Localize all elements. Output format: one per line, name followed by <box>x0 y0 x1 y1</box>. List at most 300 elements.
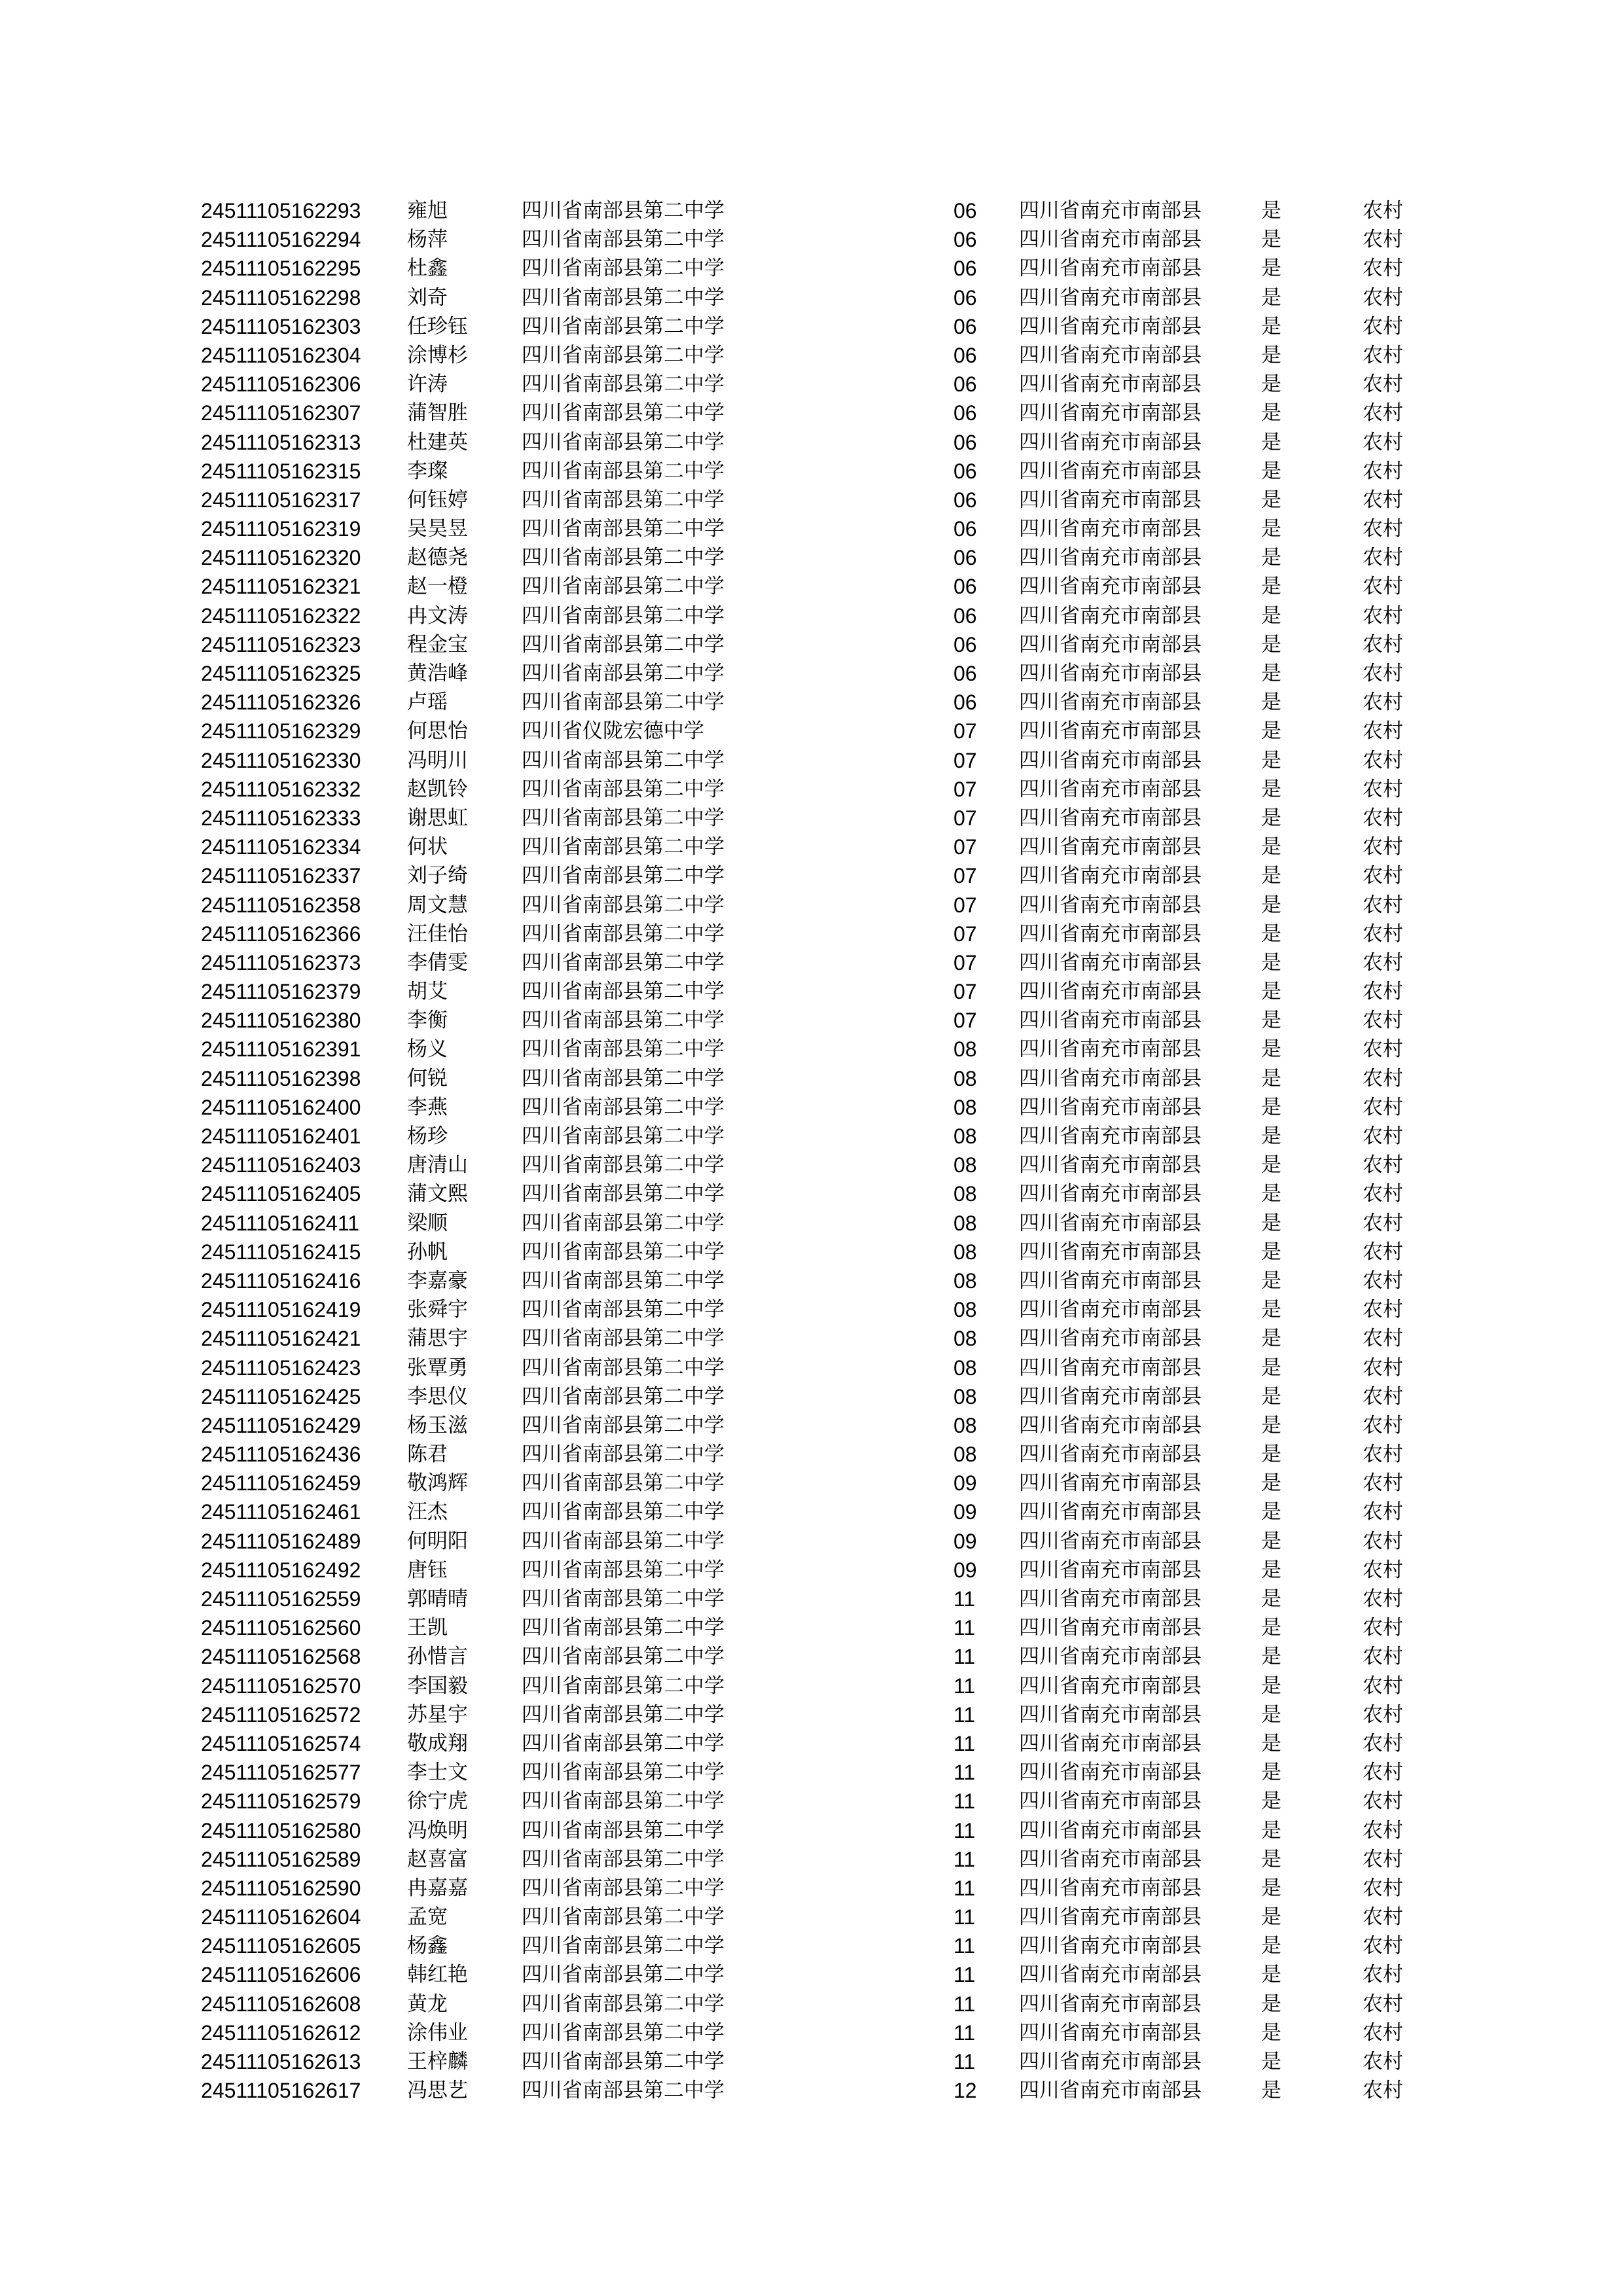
cell-school: 四川省南部县第二中学 <box>522 257 724 281</box>
cell-class: 09 <box>954 1529 977 1553</box>
cell-exam-number: 24511105162560 <box>201 1616 361 1640</box>
cell-school: 四川省南部县第二中学 <box>522 1905 724 1929</box>
cell-eligible: 是 <box>1261 603 1281 628</box>
cell-school: 四川省南部县第二中学 <box>522 575 724 599</box>
cell-class: 06 <box>954 430 977 454</box>
cell-class: 08 <box>954 1443 977 1467</box>
cell-school: 四川省南部县第二中学 <box>522 546 724 570</box>
cell-exam-number: 24511105162379 <box>201 980 361 1004</box>
cell-student-name: 李士文 <box>407 1761 468 1785</box>
cell-region: 四川省南充市南部县 <box>1019 430 1202 454</box>
cell-region: 四川省南充市南部县 <box>1019 922 1202 946</box>
cell-school: 四川省南部县第二中学 <box>522 1992 724 2016</box>
cell-eligible: 是 <box>1261 1153 1281 1177</box>
cell-student-name: 张舜宇 <box>407 1298 468 1322</box>
cell-class: 11 <box>954 1963 976 1987</box>
cell-student-name: 冯思艺 <box>407 2079 468 2103</box>
cell-student-name: 孙帆 <box>407 1240 448 1264</box>
cell-region: 四川省南充市南部县 <box>1019 257 1202 281</box>
cell-residence-type: 农村 <box>1363 1876 1403 1900</box>
cell-residence-type: 农村 <box>1363 748 1403 772</box>
cell-eligible: 是 <box>1261 1384 1281 1408</box>
cell-residence-type: 农村 <box>1363 1847 1403 1871</box>
table-row <box>201 1613 1431 1642</box>
cell-student-name: 汪杰 <box>407 1500 448 1524</box>
cell-eligible: 是 <box>1261 1037 1281 1062</box>
cell-class: 07 <box>954 1009 977 1033</box>
cell-exam-number: 24511105162358 <box>201 893 361 917</box>
table-row <box>201 1903 1431 1931</box>
cell-exam-number: 24511105162492 <box>201 1558 361 1582</box>
cell-school: 四川省南部县第二中学 <box>522 228 724 252</box>
cell-exam-number: 24511105162317 <box>201 488 361 512</box>
cell-school: 四川省南部县第二中学 <box>522 1384 724 1408</box>
cell-region: 四川省南充市南部县 <box>1019 1587 1202 1611</box>
cell-student-name: 汪佳怡 <box>407 922 468 946</box>
cell-region: 四川省南充市南部县 <box>1019 662 1202 685</box>
cell-region: 四川省南充市南部县 <box>1019 632 1202 656</box>
cell-student-name: 敬成翔 <box>407 1731 468 1755</box>
cell-class: 08 <box>954 1327 977 1351</box>
cell-exam-number: 24511105162330 <box>201 748 361 772</box>
table-row <box>201 1266 1431 1295</box>
cell-exam-number: 24511105162419 <box>201 1298 361 1322</box>
cell-region: 四川省南充市南部县 <box>1019 1934 1202 1958</box>
cell-region: 四川省南充市南部县 <box>1019 2079 1202 2103</box>
cell-exam-number: 24511105162325 <box>201 662 361 685</box>
cell-school: 四川省南部县第二中学 <box>522 2050 724 2073</box>
cell-class: 06 <box>954 228 977 252</box>
cell-exam-number: 24511105162373 <box>201 950 361 975</box>
cell-school: 四川省南部县第二中学 <box>522 1009 724 1033</box>
cell-residence-type: 农村 <box>1363 1789 1403 1814</box>
cell-class: 09 <box>954 1558 977 1582</box>
cell-exam-number: 24511105162429 <box>201 1413 361 1437</box>
cell-exam-number: 24511105162304 <box>201 343 361 367</box>
table-row <box>201 977 1431 1006</box>
cell-region: 四川省南充市南部县 <box>1019 1298 1202 1322</box>
cell-residence-type: 农村 <box>1363 1182 1403 1206</box>
cell-school: 四川省南部县第二中学 <box>522 1876 724 1900</box>
table-row <box>201 1179 1431 1208</box>
cell-student-name: 赵一橙 <box>407 575 468 599</box>
cell-region: 四川省南充市南部县 <box>1019 1413 1202 1437</box>
cell-residence-type: 农村 <box>1363 2050 1403 2073</box>
cell-region: 四川省南充市南部县 <box>1019 603 1202 628</box>
cell-residence-type: 农村 <box>1363 459 1403 483</box>
cell-eligible: 是 <box>1261 2079 1281 2103</box>
cell-school: 四川省南部县第二中学 <box>522 893 724 917</box>
cell-class: 09 <box>954 1471 977 1496</box>
cell-region: 四川省南充市南部县 <box>1019 748 1202 772</box>
cell-residence-type: 农村 <box>1363 1674 1403 1698</box>
cell-region: 四川省南充市南部县 <box>1019 1702 1202 1727</box>
cell-class: 09 <box>954 1500 977 1524</box>
cell-eligible: 是 <box>1261 1355 1281 1380</box>
cell-exam-number: 24511105162319 <box>201 517 361 541</box>
table-row <box>201 861 1431 890</box>
cell-school: 四川省南部县第二中学 <box>522 285 724 310</box>
cell-eligible: 是 <box>1261 691 1281 715</box>
cell-region: 四川省南充市南部县 <box>1019 199 1202 223</box>
cell-student-name: 蒲文熙 <box>407 1182 468 1206</box>
cell-class: 11 <box>954 1702 976 1727</box>
cell-exam-number: 24511105162411 <box>201 1211 360 1235</box>
cell-school: 四川省南部县第二中学 <box>522 1268 724 1293</box>
cell-school: 四川省南部县第二中学 <box>522 1731 724 1755</box>
cell-student-name: 陈君 <box>407 1443 448 1467</box>
cell-region: 四川省南充市南部县 <box>1019 2050 1202 2073</box>
cell-region: 四川省南充市南部县 <box>1019 1761 1202 1785</box>
cell-region: 四川省南充市南部县 <box>1019 1731 1202 1755</box>
cell-student-name: 杨珍 <box>407 1124 448 1148</box>
cell-residence-type: 农村 <box>1363 777 1403 801</box>
cell-region: 四川省南充市南部县 <box>1019 1066 1202 1090</box>
table-row <box>201 1411 1431 1440</box>
cell-class: 07 <box>954 893 977 917</box>
cell-school: 四川省南部县第二中学 <box>522 459 724 483</box>
cell-school: 四川省南部县第二中学 <box>522 922 724 946</box>
cell-region: 四川省南充市南部县 <box>1019 1095 1202 1119</box>
table-row <box>201 1064 1431 1093</box>
cell-exam-number: 24511105162320 <box>201 546 361 570</box>
cell-student-name: 孙惜言 <box>407 1645 468 1669</box>
cell-residence-type: 农村 <box>1363 893 1403 917</box>
cell-residence-type: 农村 <box>1363 1500 1403 1524</box>
cell-school: 四川省南部县第二中学 <box>522 1934 724 1958</box>
cell-student-name: 王凯 <box>407 1616 448 1640</box>
cell-region: 四川省南充市南部县 <box>1019 1443 1202 1467</box>
cell-class: 08 <box>954 1182 977 1206</box>
cell-exam-number: 24511105162400 <box>201 1095 361 1119</box>
cell-region: 四川省南充市南部县 <box>1019 1327 1202 1351</box>
table-row <box>201 196 1431 225</box>
cell-eligible: 是 <box>1261 1529 1281 1553</box>
cell-exam-number: 24511105162568 <box>201 1645 361 1669</box>
cell-residence-type: 农村 <box>1363 1443 1403 1467</box>
cell-residence-type: 农村 <box>1363 603 1403 628</box>
cell-eligible: 是 <box>1261 1500 1281 1524</box>
cell-student-name: 任珍钰 <box>407 314 468 338</box>
cell-school: 四川省南部县第二中学 <box>522 1702 724 1727</box>
cell-exam-number: 24511105162608 <box>201 1992 361 2016</box>
cell-student-name: 唐清山 <box>407 1153 468 1177</box>
cell-school: 四川省南部县第二中学 <box>522 314 724 338</box>
cell-class: 07 <box>954 835 977 859</box>
cell-school: 四川省南部县第二中学 <box>522 777 724 801</box>
cell-school: 四川省南部县第二中学 <box>522 343 724 367</box>
cell-region: 四川省南充市南部县 <box>1019 1992 1202 2016</box>
table-row <box>201 341 1431 370</box>
cell-region: 四川省南充市南部县 <box>1019 285 1202 310</box>
cell-residence-type: 农村 <box>1363 980 1403 1004</box>
cell-exam-number: 24511105162574 <box>201 1731 361 1755</box>
cell-region: 四川省南充市南部县 <box>1019 893 1202 917</box>
cell-exam-number: 24511105162577 <box>201 1761 361 1785</box>
cell-student-name: 何明阳 <box>407 1529 468 1553</box>
cell-exam-number: 24511105162326 <box>201 691 361 715</box>
cell-eligible: 是 <box>1261 950 1281 975</box>
cell-student-name: 苏星宇 <box>407 1702 468 1727</box>
cell-residence-type: 农村 <box>1363 1009 1403 1033</box>
cell-student-name: 赵凯铃 <box>407 777 468 801</box>
cell-student-name: 刘子绮 <box>407 864 468 888</box>
cell-class: 11 <box>954 1674 976 1698</box>
cell-exam-number: 24511105162333 <box>201 806 361 830</box>
cell-eligible: 是 <box>1261 1731 1281 1755</box>
cell-school: 四川省仪陇宏德中学 <box>522 719 704 744</box>
table-row <box>201 1151 1431 1179</box>
cell-student-name: 吴昊昱 <box>407 517 468 541</box>
cell-exam-number: 24511105162334 <box>201 835 361 859</box>
cell-exam-number: 24511105162559 <box>201 1587 361 1611</box>
cell-school: 四川省南部县第二中学 <box>522 1818 724 1842</box>
cell-exam-number: 24511105162293 <box>201 199 361 223</box>
cell-residence-type: 农村 <box>1363 691 1403 715</box>
cell-residence-type: 农村 <box>1363 1066 1403 1090</box>
cell-eligible: 是 <box>1261 1876 1281 1900</box>
cell-class: 06 <box>954 314 977 338</box>
cell-exam-number: 24511105162613 <box>201 2050 361 2073</box>
cell-exam-number: 24511105162589 <box>201 1847 361 1871</box>
cell-class: 06 <box>954 401 977 425</box>
cell-exam-number: 24511105162401 <box>201 1124 361 1148</box>
cell-region: 四川省南充市南部县 <box>1019 1818 1202 1842</box>
cell-class: 06 <box>954 199 977 223</box>
cell-residence-type: 农村 <box>1363 2020 1403 2045</box>
cell-school: 四川省南部县第二中学 <box>522 1298 724 1322</box>
cell-class: 11 <box>954 1645 976 1669</box>
cell-region: 四川省南充市南部县 <box>1019 806 1202 830</box>
cell-region: 四川省南充市南部县 <box>1019 1240 1202 1264</box>
cell-class: 11 <box>954 1587 976 1611</box>
cell-region: 四川省南充市南部县 <box>1019 1211 1202 1235</box>
cell-exam-number: 24511105162321 <box>201 575 361 599</box>
cell-exam-number: 24511105162403 <box>201 1153 361 1177</box>
cell-student-name: 何思怡 <box>407 719 468 744</box>
cell-eligible: 是 <box>1261 2050 1281 2073</box>
cell-class: 11 <box>954 1992 976 2016</box>
table-row <box>201 1440 1431 1469</box>
cell-student-name: 杨义 <box>407 1037 448 1062</box>
cell-eligible: 是 <box>1261 922 1281 946</box>
cell-eligible: 是 <box>1261 1789 1281 1814</box>
cell-school: 四川省南部县第二中学 <box>522 1471 724 1496</box>
cell-class: 11 <box>954 2050 976 2073</box>
cell-region: 四川省南充市南部县 <box>1019 1905 1202 1929</box>
cell-school: 四川省南部县第二中学 <box>522 806 724 830</box>
cell-residence-type: 农村 <box>1363 1037 1403 1062</box>
cell-class: 08 <box>954 1384 977 1408</box>
cell-class: 11 <box>954 1789 976 1814</box>
cell-region: 四川省南充市南部县 <box>1019 1355 1202 1380</box>
cell-eligible: 是 <box>1261 517 1281 541</box>
cell-class: 08 <box>954 1124 977 1148</box>
cell-eligible: 是 <box>1261 1702 1281 1727</box>
cell-region: 四川省南充市南部县 <box>1019 1182 1202 1206</box>
table-row <box>201 1093 1431 1122</box>
cell-student-name: 冯焕明 <box>407 1818 468 1842</box>
cell-class: 08 <box>954 1153 977 1177</box>
cell-student-name: 唐钰 <box>407 1558 448 1582</box>
cell-residence-type: 农村 <box>1363 1124 1403 1148</box>
table-row <box>201 1295 1431 1324</box>
table-row <box>201 486 1431 514</box>
cell-class: 06 <box>954 546 977 570</box>
cell-region: 四川省南充市南部县 <box>1019 980 1202 1004</box>
cell-class: 08 <box>954 1066 977 1090</box>
cell-exam-number: 24511105162580 <box>201 1818 361 1842</box>
cell-school: 四川省南部县第二中学 <box>522 199 724 223</box>
cell-class: 11 <box>954 1847 976 1871</box>
cell-eligible: 是 <box>1261 662 1281 685</box>
cell-region: 四川省南充市南部县 <box>1019 950 1202 975</box>
cell-region: 四川省南充市南部县 <box>1019 1268 1202 1293</box>
cell-residence-type: 农村 <box>1363 1934 1403 1958</box>
cell-residence-type: 农村 <box>1363 1327 1403 1351</box>
cell-residence-type: 农村 <box>1363 1587 1403 1611</box>
cell-eligible: 是 <box>1261 980 1281 1004</box>
cell-eligible: 是 <box>1261 1761 1281 1785</box>
cell-eligible: 是 <box>1261 546 1281 570</box>
cell-eligible: 是 <box>1261 1009 1281 1033</box>
cell-student-name: 蒲智胜 <box>407 401 468 425</box>
cell-student-name: 梁顺 <box>407 1211 448 1235</box>
cell-student-name: 杜建英 <box>407 430 468 454</box>
cell-exam-number: 24511105162294 <box>201 228 361 252</box>
cell-class: 06 <box>954 575 977 599</box>
table-row <box>201 775 1431 804</box>
cell-eligible: 是 <box>1261 285 1281 310</box>
cell-class: 11 <box>954 2020 976 2045</box>
student-table <box>201 196 1431 2105</box>
cell-region: 四川省南充市南部县 <box>1019 517 1202 541</box>
cell-residence-type: 农村 <box>1363 1731 1403 1755</box>
table-row <box>201 514 1431 543</box>
cell-residence-type: 农村 <box>1363 228 1403 252</box>
cell-exam-number: 24511105162416 <box>201 1268 361 1293</box>
cell-student-name: 李燕 <box>407 1095 448 1119</box>
cell-eligible: 是 <box>1261 1847 1281 1871</box>
cell-eligible: 是 <box>1261 199 1281 223</box>
cell-exam-number: 24511105162423 <box>201 1355 361 1380</box>
cell-eligible: 是 <box>1261 257 1281 281</box>
cell-eligible: 是 <box>1261 1934 1281 1958</box>
cell-class: 08 <box>954 1211 977 1235</box>
cell-student-name: 涂伟业 <box>407 2020 468 2045</box>
table-row <box>201 457 1431 486</box>
cell-residence-type: 农村 <box>1363 632 1403 656</box>
cell-residence-type: 农村 <box>1363 517 1403 541</box>
cell-eligible: 是 <box>1261 1992 1281 2016</box>
cell-residence-type: 农村 <box>1363 1384 1403 1408</box>
cell-eligible: 是 <box>1261 1443 1281 1467</box>
cell-residence-type: 农村 <box>1363 1905 1403 1929</box>
cell-class: 06 <box>954 372 977 397</box>
cell-class: 08 <box>954 1298 977 1322</box>
table-row <box>201 370 1431 399</box>
cell-class: 07 <box>954 748 977 772</box>
cell-student-name: 徐宁虎 <box>407 1789 468 1814</box>
cell-class: 07 <box>954 864 977 888</box>
cell-eligible: 是 <box>1261 1066 1281 1090</box>
cell-residence-type: 农村 <box>1363 430 1403 454</box>
cell-class: 07 <box>954 950 977 975</box>
cell-school: 四川省南部县第二中学 <box>522 1587 724 1611</box>
cell-school: 四川省南部县第二中学 <box>522 748 724 772</box>
cell-student-name: 何钰婷 <box>407 488 468 512</box>
cell-school: 四川省南部县第二中学 <box>522 1355 724 1380</box>
cell-school: 四川省南部县第二中学 <box>522 1558 724 1582</box>
cell-eligible: 是 <box>1261 488 1281 512</box>
table-row <box>201 717 1431 745</box>
cell-eligible: 是 <box>1261 864 1281 888</box>
table-row <box>201 1960 1431 1989</box>
cell-region: 四川省南充市南部县 <box>1019 372 1202 397</box>
cell-eligible: 是 <box>1261 1471 1281 1496</box>
cell-eligible: 是 <box>1261 575 1281 599</box>
table-row <box>201 1238 1431 1266</box>
cell-residence-type: 农村 <box>1363 950 1403 975</box>
cell-region: 四川省南充市南部县 <box>1019 1471 1202 1496</box>
cell-region: 四川省南充市南部县 <box>1019 1153 1202 1177</box>
cell-school: 四川省南部县第二中学 <box>522 1153 724 1177</box>
cell-region: 四川省南充市南部县 <box>1019 777 1202 801</box>
table-row <box>201 1931 1431 1960</box>
cell-region: 四川省南充市南部县 <box>1019 575 1202 599</box>
cell-exam-number: 24511105162436 <box>201 1443 361 1467</box>
cell-exam-number: 24511105162315 <box>201 459 361 483</box>
cell-student-name: 敬鸿辉 <box>407 1471 468 1496</box>
cell-residence-type: 农村 <box>1363 1645 1403 1669</box>
table-row <box>201 804 1431 833</box>
cell-exam-number: 24511105162298 <box>201 285 361 310</box>
cell-eligible: 是 <box>1261 228 1281 252</box>
cell-residence-type: 农村 <box>1363 285 1403 310</box>
cell-region: 四川省南充市南部县 <box>1019 1674 1202 1698</box>
cell-student-name: 李国毅 <box>407 1674 468 1698</box>
table-row <box>201 428 1431 457</box>
cell-residence-type: 农村 <box>1363 1963 1403 1987</box>
cell-eligible: 是 <box>1261 806 1281 830</box>
cell-class: 12 <box>954 2079 977 2103</box>
cell-student-name: 李璨 <box>407 459 448 483</box>
cell-eligible: 是 <box>1261 459 1281 483</box>
cell-residence-type: 农村 <box>1363 1616 1403 1640</box>
cell-eligible: 是 <box>1261 1124 1281 1148</box>
cell-exam-number: 24511105162605 <box>201 1934 361 1958</box>
cell-region: 四川省南充市南部县 <box>1019 1645 1202 1669</box>
cell-exam-number: 24511105162303 <box>201 314 361 338</box>
cell-residence-type: 农村 <box>1363 372 1403 397</box>
cell-student-name: 李倩雯 <box>407 950 468 975</box>
cell-region: 四川省南充市南部县 <box>1019 691 1202 715</box>
table-row <box>201 1642 1431 1671</box>
cell-school: 四川省南部县第二中学 <box>522 2079 724 2103</box>
cell-class: 07 <box>954 777 977 801</box>
table-row <box>201 283 1431 312</box>
cell-student-name: 冉文涛 <box>407 603 468 628</box>
cell-exam-number: 24511105162295 <box>201 257 361 281</box>
cell-residence-type: 农村 <box>1363 719 1403 744</box>
table-row <box>201 225 1431 254</box>
cell-student-name: 李嘉豪 <box>407 1268 468 1293</box>
table-row <box>201 1209 1431 1238</box>
cell-residence-type: 农村 <box>1363 1471 1403 1496</box>
cell-class: 06 <box>954 488 977 512</box>
cell-eligible: 是 <box>1261 1240 1281 1264</box>
cell-exam-number: 24511105162489 <box>201 1529 361 1553</box>
